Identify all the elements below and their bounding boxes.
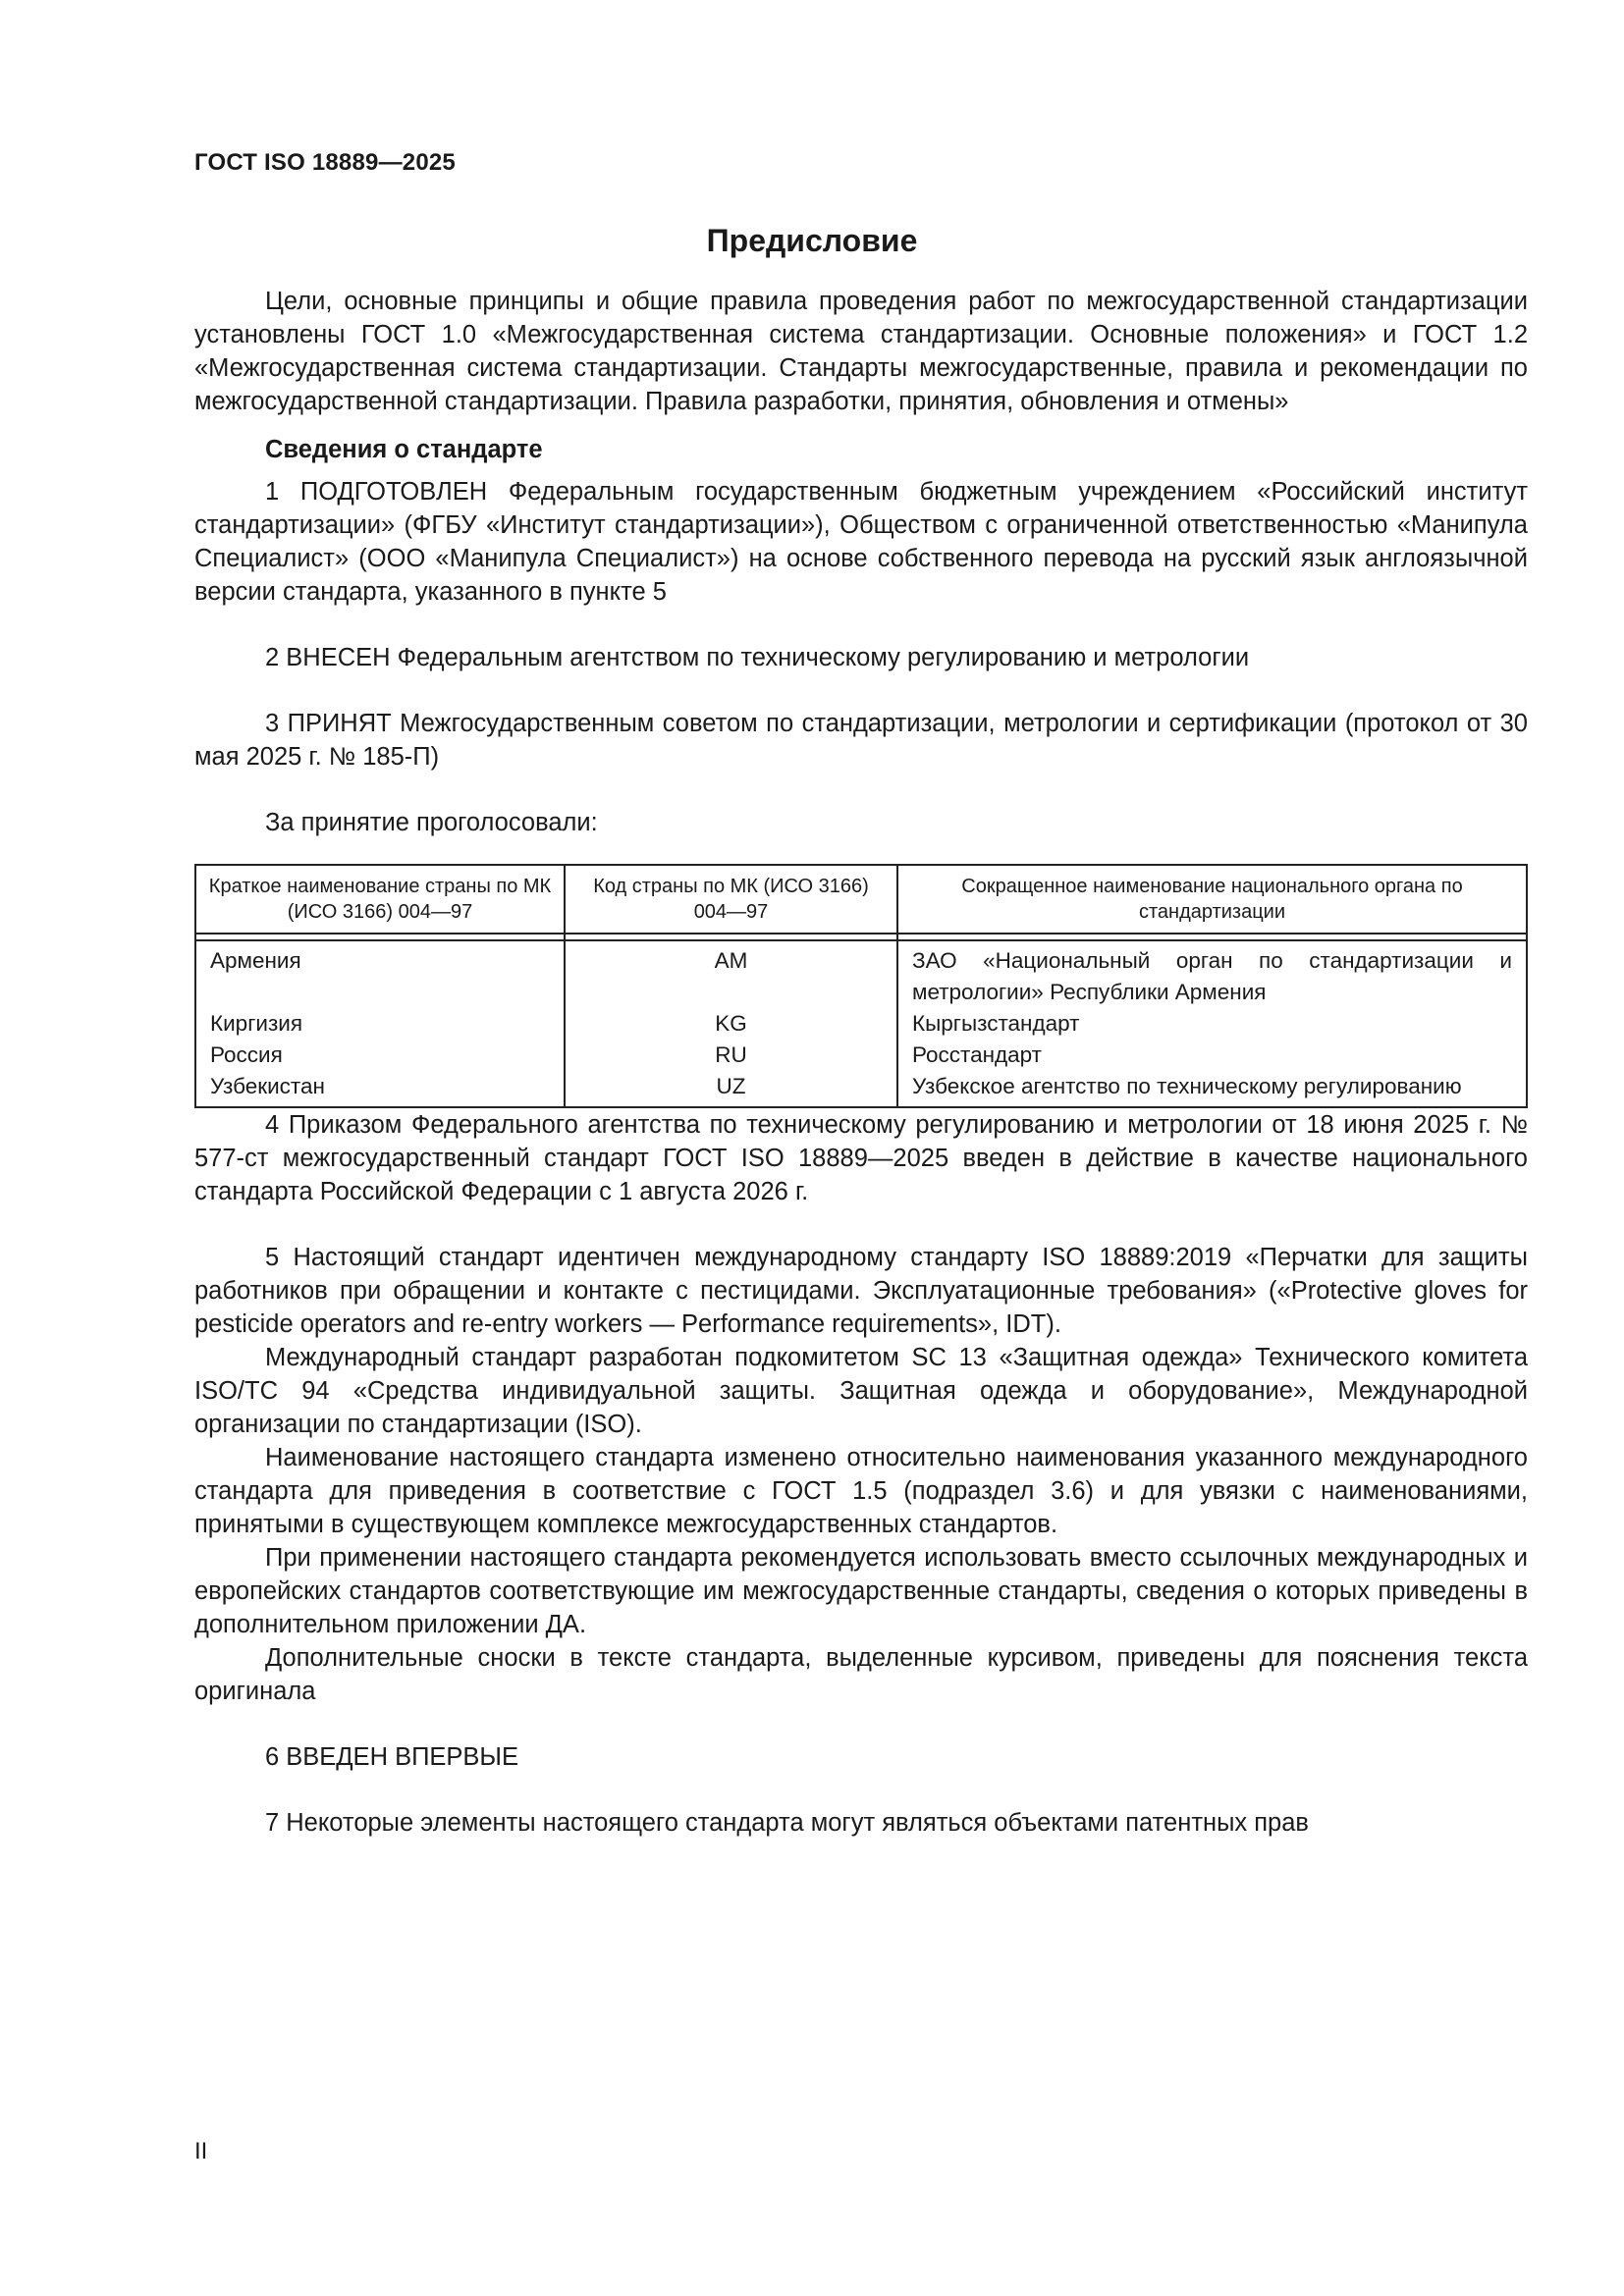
- item-5-developer-paragraph: Международный стандарт разработан подкомитетом SC 13 «Защитная одежда» Технического комитета ISO/TC 94 «Средства индивидуальной защиты. Защитная одежда и оборудование», Международной организации по стандартизации (ISO).: [194, 1344, 1528, 1438]
- item-6-paragraph: 6 ВВЕДЕН ВПЕРВЫЕ: [265, 1743, 519, 1771]
- cell-country: Узбекистан: [195, 1071, 565, 1107]
- cell-org: ЗАО «Национальный орган по стандартизации и метрологии» Республики Армения: [897, 940, 1527, 1008]
- table-row: [195, 1040, 1527, 1071]
- cell-org: Узбекское агентство по техническому регулированию: [897, 1071, 1527, 1107]
- table-row: [195, 940, 1527, 1008]
- voting-table: [194, 864, 1528, 1108]
- header-separator: [195, 934, 1527, 940]
- page-number: II: [194, 2138, 208, 2164]
- cell-code: AM: [565, 940, 897, 1008]
- item-1-paragraph: 1 ПОДГОТОВЛЕН Федеральным государственным бюджетным учреждением «Российский институт стандартизации» (ФГБУ «Институт стандартизации»), Обществом с ограниченной ответственностью «Манипула Специалист» (ООО «Манипула Специалист») на основе собственного перевода на русский язык англоязычной версии стандарта, указанного в пункте 5: [194, 478, 1528, 606]
- item-5-title-change-paragraph: Наименование настоящего стандарта изменено относительно наименования указанного международного стандарта для приведения в соответствие с ГОСТ 1.5 (подраздел 3.6) и для увязки с наименованиями, принятыми в существующем комплексе межгосударственных стандартов.: [194, 1444, 1528, 1538]
- item-7-paragraph: 7 Некоторые элементы настоящего стандарта могут являться объектами патентных прав: [265, 1809, 1309, 1837]
- header-country: Краткое наименование страны по МК (ИСО 3166) 004—97: [195, 865, 565, 934]
- page-title: Предисловие: [706, 223, 918, 258]
- cell-country: Киргизия: [195, 1008, 565, 1040]
- section-heading: Сведения о стандарте: [265, 436, 543, 463]
- cell-org: Росстандарт: [897, 1040, 1527, 1071]
- item-2-paragraph: 2 ВНЕСЕН Федеральным агентством по техническому регулированию и метрологии: [265, 644, 1250, 671]
- document-body: [194, 285, 1528, 1840]
- item-5-footnotes-paragraph: Дополнительные сноски в тексте стандарта, выделенные курсивом, приведены для пояснения текста оригинала: [194, 1644, 1528, 1705]
- standard-code-header: ГОСТ ISO 18889—2025: [194, 149, 456, 176]
- item-3-paragraph: 3 ПРИНЯТ Межгосударственным советом по стандартизации, метрологии и сертификации (протокол от 30 мая 2025 г. № 185-П): [194, 710, 1528, 771]
- cell-code: KG: [565, 1008, 897, 1040]
- header-code: Код страны по МК (ИСО 3166) 004—97: [565, 865, 897, 934]
- item-4-paragraph: 4 Приказом Федерального агентства по техническому регулированию и метрологии от 18 июня 2025 г. № 577-ст межгосударственный стандарт ГОСТ ISO 18889—2025 введен в действие в качестве национального стандарта Российской Федерации с 1 августа 2026 г.: [194, 1111, 1528, 1205]
- vote-label: За принятие проголосовали:: [265, 809, 598, 836]
- item-5-references-paragraph: При применении настоящего стандарта рекомендуется использовать вместо ссылочных международных и европейских стандартов соответствующие им межгосударственные стандарты, сведения о которых приведены в дополнительном приложении ДА.: [194, 1544, 1528, 1638]
- intro-paragraph: Цели, основные принципы и общие правила проведения работ по межгосударственной стандартизации установлены ГОСТ 1.0 «Межгосударственная система стандартизации. Основные положения» и ГОСТ 1.2 «Межгосударственная система стандартизации. Стандарты межгосударственные, правила и рекомендации по межгосударственной стандартизации. Правила разработки, принятия, обновления и отмены»: [194, 288, 1528, 415]
- header-org: Сокращенное наименование национального органа по стандартизации: [897, 865, 1527, 934]
- cell-country: Армения: [195, 940, 565, 1008]
- cell-code: UZ: [565, 1071, 897, 1107]
- cell-org: Кыргызстандарт: [897, 1008, 1527, 1040]
- table-header-row: [195, 865, 1527, 934]
- cell-country: Россия: [195, 1040, 565, 1071]
- cell-code: RU: [565, 1040, 897, 1071]
- item-5-paragraph: 5 Настоящий стандарт идентичен международному стандарту ISO 18889:2019 «Перчатки для защиты работников при обращении и контакте с пестицидами. Эксплуатационные требования» («Protective gloves for pesticide operators and re-entry workers — Performance requirements», IDT).: [194, 1244, 1528, 1338]
- table-row: [195, 1071, 1527, 1107]
- table-row: [195, 1008, 1527, 1040]
